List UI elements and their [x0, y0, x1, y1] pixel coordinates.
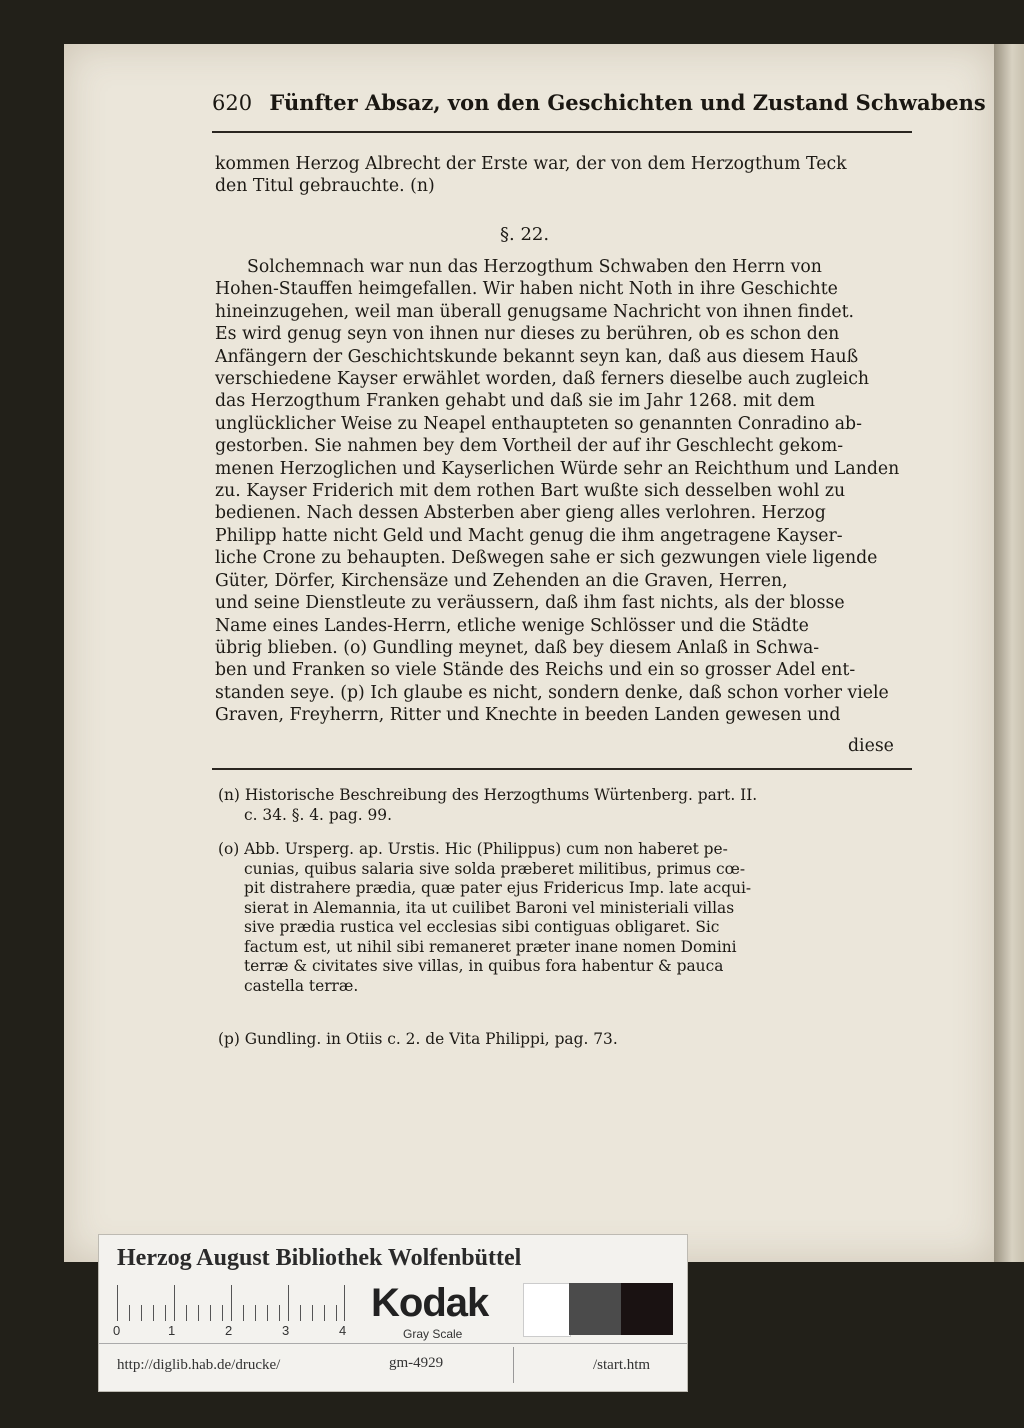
footnote-line: (o) Abb. Ursperg. ap. Urstis. Hic (Philippus) cum non haberet pe- — [218, 840, 728, 858]
text-line: kommen Herzog Albrecht der Erste war, der von dem Herzogthum Teck — [215, 154, 847, 174]
footnote-line: pit distrahere prædia, quæ pater ejus Fridericus Imp. late acqui- — [244, 879, 752, 897]
text-line: verschiedene Kayser erwählet worden, daß ferners dieselbe auch zugleich — [215, 369, 870, 390]
footnote-n — [218, 786, 908, 825]
text-line: Güter, Dörfer, Kirchensäze und Zehenden an die Graven, Herren, — [215, 570, 788, 591]
text-line: ben und Franken so viele Stände des Reichs und ein so grosser Adel ent- — [215, 660, 856, 681]
ruler-tick — [222, 1305, 223, 1321]
footnote-rule — [212, 768, 912, 770]
page-number: 620 — [212, 91, 253, 115]
text-line: bedienen. Nach dessen Absterben aber gieng alles verlohren. Herzog — [215, 503, 826, 524]
footnote-line: cunias, quibus salaria sive solda præberet militibus, primus cœ- — [244, 859, 746, 878]
footnote-line: (n) Historische Beschreibung des Herzogthums Würtenberg. part. II. — [218, 786, 758, 804]
start-page-url: /start.htm — [593, 1357, 651, 1373]
ruler-tick — [267, 1305, 268, 1321]
footnote-line: castella terræ. — [244, 976, 359, 995]
ruler-tick — [324, 1305, 325, 1321]
footnote-o — [218, 840, 908, 996]
ruler-tick — [344, 1285, 345, 1321]
source-url: http://diglib.hab.de/drucke/ — [117, 1357, 281, 1373]
ruler-number: 2 — [225, 1323, 233, 1338]
ruler-tick — [300, 1305, 301, 1321]
text-line: liche Crone zu behaupten. Deßwegen sahe er sich gezwungen viele ligende — [215, 548, 878, 569]
text-line: Anfängern der Geschichtskunde bekannt seyn kan, daß aus diesem Hauß — [215, 346, 859, 367]
text-line: Name eines Landes-Herrn, etliche wenige Schlösser und die Städte — [215, 615, 809, 636]
footnote-line: sive prædia rustica vel ecclesias sibi contiguas obligaret. Sic — [244, 918, 720, 936]
ruler-tick — [165, 1305, 166, 1321]
ruler-number: 3 — [282, 1323, 290, 1338]
ruler-scale — [117, 1285, 345, 1321]
color-target-card — [98, 1234, 688, 1392]
ruler-tick — [174, 1285, 175, 1321]
text-line: menen Herzoglichen und Kayserlichen Würde sehr an Reichthum und Landen — [215, 458, 900, 479]
footnote-p — [218, 1030, 908, 1050]
body-paragraph — [215, 256, 915, 727]
footnote-line: terræ & civitates sive villas, in quibus fora habentur & pauca — [244, 957, 724, 975]
text-line: Es wird genug seyn von ihnen nur dieses zu berühren, ob es schon den — [215, 324, 840, 345]
white-swatch — [523, 1283, 571, 1337]
ruler-tick — [117, 1285, 118, 1321]
ruler-tick — [336, 1305, 337, 1321]
text-line: und seine Dienstleute zu veräussern, daß ihm fast nichts, als der blosse — [215, 593, 845, 614]
text-line: standen seye. (p) Ich glaube es nicht, sondern denke, daß schon vorher viele — [215, 682, 889, 703]
text-line: übrig blieben. (o) Gundling meynet, daß bey diesem Anlaß in Schwa- — [215, 637, 820, 658]
text-line: zu. Kayser Friderich mit dem rothen Bart wußte sich desselben wohl zu — [215, 481, 846, 502]
ruler-number: 4 — [339, 1323, 347, 1338]
ruler-number: 1 — [168, 1323, 176, 1338]
black-swatch — [621, 1283, 673, 1335]
text-line: Solchemnach war nun das Herzogthum Schwaben den Herrn von — [247, 257, 822, 277]
header-rule — [212, 131, 912, 133]
text-line: hineinzugehen, weil man überall genugsame Nachricht von ihnen findet. — [215, 301, 855, 322]
footnote-line: sierat in Alemannia, ita ut cuilibet Baroni vel ministeriali villas — [244, 898, 735, 917]
ruler-tick — [141, 1305, 142, 1321]
catchword: diese — [848, 736, 894, 756]
text-line: unglücklicher Weise zu Neapel enthaupteten so genannten Conradino ab- — [215, 413, 862, 434]
footnote-line: c. 34. §. 4. pag. 99. — [244, 805, 392, 824]
gray-scale-label: Gray Scale — [403, 1327, 463, 1341]
text-line: Hohen-Stauffen heimgefallen. Wir haben nicht Noth in ihre Geschichte — [215, 279, 838, 300]
section-title: §. 22. — [500, 224, 550, 245]
card-separator — [513, 1347, 514, 1383]
text-line: den Titul gebrauchte. (n) — [215, 176, 435, 197]
ruler-tick — [186, 1305, 187, 1321]
footnote-line: (p) Gundling. in Otiis c. 2. de Vita Philippi, pag. 73. — [218, 1030, 618, 1048]
ruler-tick — [288, 1285, 289, 1321]
text-line: Philipp hatte nicht Geld und Macht genug die ihm angetragene Kayser- — [215, 525, 843, 546]
ruler-tick — [231, 1285, 232, 1321]
ruler-tick — [210, 1305, 211, 1321]
ruler-number: 0 — [113, 1323, 121, 1338]
ruler-tick — [129, 1305, 130, 1321]
footnote-line: factum est, ut nihil sibi remaneret præter inane nomen Domini — [244, 937, 737, 956]
gray-swatch — [569, 1283, 621, 1335]
page-edge — [994, 44, 1024, 1262]
ruler-tick — [153, 1305, 154, 1321]
intro-paragraph — [215, 153, 915, 198]
ruler-tick — [243, 1305, 244, 1321]
text-line: das Herzogthum Franken gehabt und daß sie im Jahr 1268. mit dem — [215, 391, 816, 412]
ruler-tick — [198, 1305, 199, 1321]
text-line: Graven, Freyherrn, Ritter und Knechte in beeden Landen gewesen und — [215, 705, 841, 726]
running-header — [212, 90, 986, 115]
ruler-tick — [279, 1305, 280, 1321]
running-title: Fünfter Absaz, von den Geschichten und Zustand Schwabens — [269, 90, 986, 115]
shelfmark: gm-4929 — [389, 1355, 444, 1371]
ruler-tick — [312, 1305, 313, 1321]
ruler-tick — [255, 1305, 256, 1321]
card-divider — [99, 1343, 687, 1344]
kodak-logo: Kodak — [371, 1281, 489, 1325]
library-name: Herzog August Bibliothek Wolfenbüttel — [117, 1245, 522, 1271]
text-line: gestorben. Sie nahmen bey dem Vortheil der auf ihr Geschlecht gekom- — [215, 436, 844, 457]
